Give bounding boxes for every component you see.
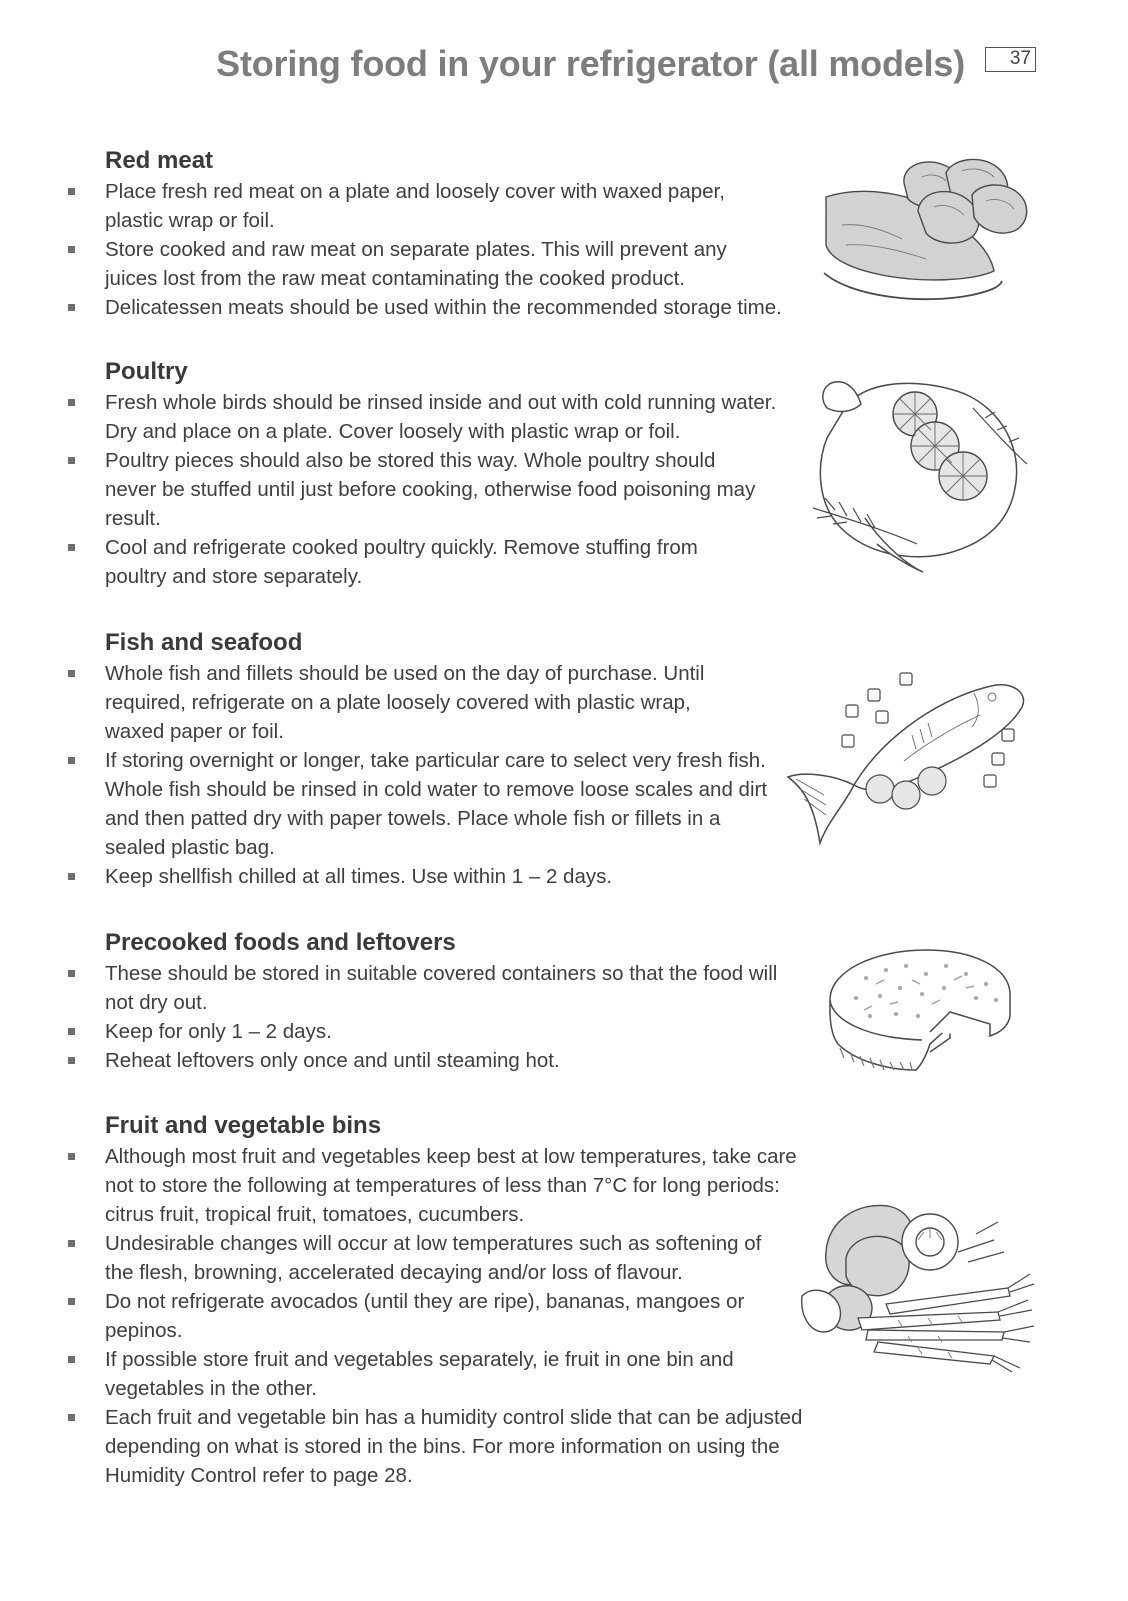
- list-item: Although most fruit and vegetables keep best at low temperatures, take care not to store the following at temperatures of less than 7°C for long periods: citrus fruit, tropical fruit, tomatoes, cucumbers.: [0, 1142, 805, 1229]
- vegetables-illustration: [798, 1192, 1038, 1374]
- list-item: Cool and refrigerate cooked poultry quickly. Remove stuffing from poultry and store separately.: [0, 533, 755, 591]
- section-heading: Fish and seafood: [105, 629, 303, 656]
- list-item: Each fruit and vegetable bin has a humidity control slide that can be adjusted depending on what is stored in the bins. For more information on using the Humidity Control refer to page 28.: [0, 1403, 805, 1490]
- list-item: Keep for only 1 – 2 days.: [0, 1017, 795, 1046]
- fish-illustration: [784, 665, 1034, 850]
- bullet-square-icon: [68, 757, 75, 764]
- list-item: Poultry pieces should also be stored this way. Whole poultry should never be stuffed until just before cooking, otherwise food poisoning may result.: [0, 446, 765, 533]
- list-item: These should be stored in suitable covered containers so that the food will not dry out.: [0, 959, 795, 1017]
- bullet-square-icon: [68, 1240, 75, 1247]
- bullet-square-icon: [68, 246, 75, 253]
- bullet-square-icon: [68, 1356, 75, 1363]
- page-header: [0, 38, 1128, 90]
- section-heading: Poultry: [105, 358, 188, 385]
- bullet-square-icon: [68, 873, 75, 880]
- bullet-square-icon: [68, 457, 75, 464]
- list-item: Undesirable changes will occur at low temperatures such as softening of the flesh, browning, accelerated decaying and/or loss of flavour.: [0, 1229, 785, 1287]
- bullet-square-icon: [68, 188, 75, 195]
- bullet-square-icon: [68, 1153, 75, 1160]
- list-item: Reheat leftovers only once and until steaming hot.: [0, 1046, 795, 1075]
- list-item: Fresh whole birds should be rinsed inside and out with cold running water. Dry and place on a plate. Cover loosely with plastic wrap or foil.: [0, 388, 785, 446]
- bullet-square-icon: [68, 304, 75, 311]
- poultry-illustration: [805, 368, 1035, 578]
- section-heading: Fruit and vegetable bins: [105, 1112, 382, 1139]
- list-item: Delicatessen meats should be used within the recommended storage time.: [0, 293, 825, 322]
- bullet-square-icon: [68, 970, 75, 977]
- bullet-square-icon: [68, 544, 75, 551]
- page-number: 37: [985, 47, 1036, 72]
- section-heading: Precooked foods and leftovers: [105, 929, 456, 956]
- list-item: Keep shellfish chilled at all times. Use within 1 – 2 days.: [0, 862, 785, 891]
- list-item: Place fresh red meat on a plate and loosely cover with waxed paper, plastic wrap or foil.: [0, 177, 765, 235]
- bullet-square-icon: [68, 1028, 75, 1035]
- list-item: Store cooked and raw meat on separate plates. This will prevent any juices lost from the raw meat contaminating the cooked product.: [0, 235, 765, 293]
- bullet-list: [0, 959, 820, 1075]
- bullet-list: [0, 177, 820, 322]
- meat-illustration: [822, 155, 1037, 305]
- bullet-list: [0, 1142, 820, 1490]
- list-item: Whole fish and fillets should be used on the day of purchase. Until required, refrigerate on a plate loosely covered with plastic wrap, waxed paper or foil.: [0, 659, 755, 746]
- list-item: If storing overnight or longer, take particular care to select very fresh fish. Whole fish should be rinsed in cold water to remove loose scales and dirt and then patted dry with paper towels. Place whole fish or fillets in a sealed plastic bag.: [0, 746, 785, 862]
- bullet-square-icon: [68, 670, 75, 677]
- bullet-list: [0, 659, 820, 891]
- bullet-square-icon: [68, 399, 75, 406]
- bullet-square-icon: [68, 1414, 75, 1421]
- quiche-illustration: [826, 940, 1016, 1075]
- bullet-list: [0, 388, 820, 591]
- bullet-square-icon: [68, 1298, 75, 1305]
- bullet-square-icon: [68, 1057, 75, 1064]
- section-heading: Red meat: [105, 147, 214, 174]
- list-item: If possible store fruit and vegetables separately, ie fruit in one bin and vegetables in the other.: [0, 1345, 795, 1403]
- list-item: Do not refrigerate avocados (until they are ripe), bananas, mangoes or pepinos.: [0, 1287, 765, 1345]
- page-title: Storing food in your refrigerator (all models): [216, 43, 965, 84]
